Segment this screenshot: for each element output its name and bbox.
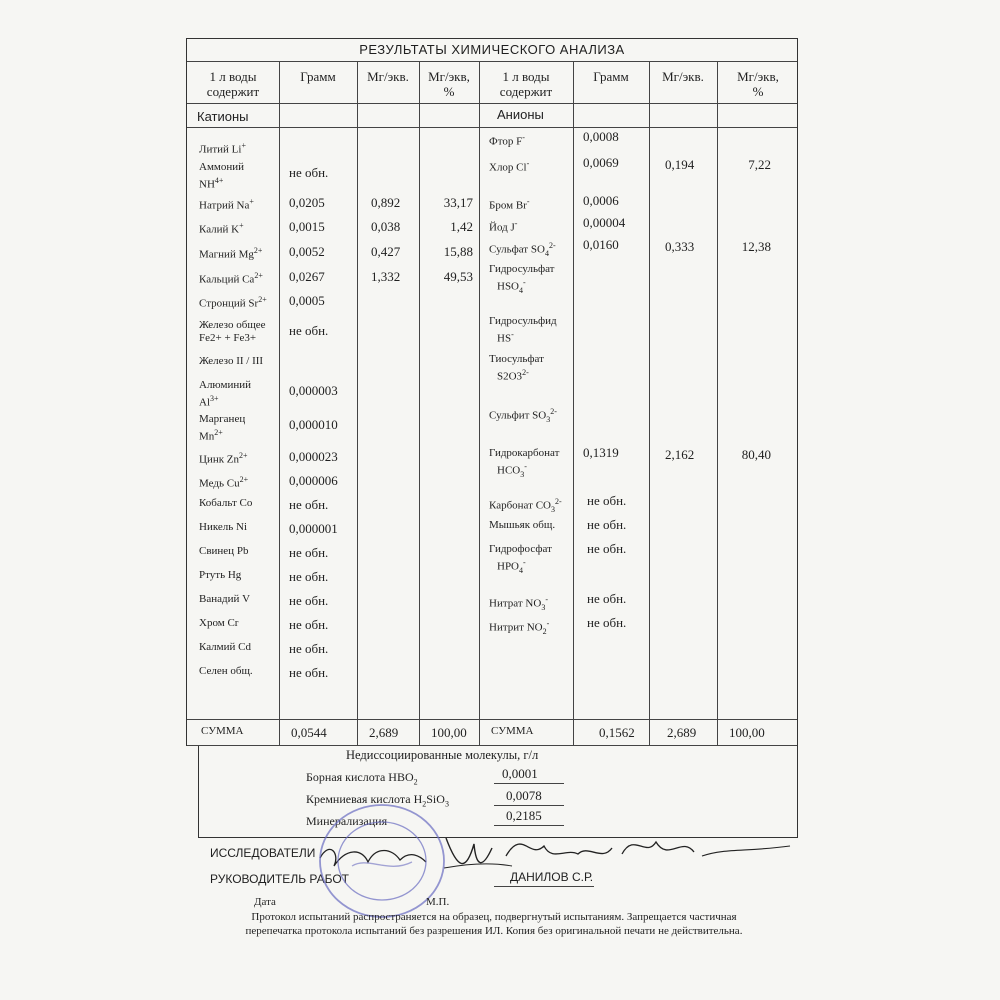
cation-pct: 15,88 (443, 244, 473, 259)
cation-gram: не обн. (289, 165, 329, 180)
sum-an-mgeq: 2,689 (667, 725, 697, 740)
cation-name: Кальций $Ca^{2+}$ (199, 271, 263, 286)
silicic-acid-label: Кремниевая кислота $H_2SiO_3$ (306, 792, 449, 809)
head-name: ДАНИЛОВ С.Р. (510, 870, 594, 884)
cation-gram: 0,0015 (289, 219, 325, 234)
header-mgeq-pct: Мг/экв, % (428, 69, 470, 99)
sum-an-pct: 100,00 (729, 725, 765, 740)
cation-pct: 33,17 (443, 195, 473, 210)
anion-name: Гидросульфид HS- (489, 315, 557, 345)
header-water-anions: 1 л воды содержит (499, 69, 553, 99)
vline (717, 61, 718, 745)
cation-name: Ртуть Hg (199, 569, 242, 581)
anion-name: Сульфит $SO_3^{2-}$ (489, 407, 557, 424)
cation-gram: 0,0052 (289, 244, 325, 259)
anion-mgeq: 2,162 (665, 447, 695, 462)
silicic-acid-value: 0,0078 (506, 788, 542, 803)
cation-name: Алюминий $Al^{3+}$ (199, 379, 252, 409)
sum-cat-pct: 100,00 (431, 725, 467, 740)
cation-gram: 0,0005 (289, 293, 325, 308)
boric-acid-label: Борная кислота $HBO_2$ (306, 770, 418, 787)
cation-name: Калмий Cd (199, 641, 251, 653)
cation-gram: 0,0205 (289, 195, 325, 210)
cation-gram: 0,000001 (289, 521, 338, 536)
table-title: РЕЗУЛЬТАТЫ ХИМИЧЕСКОГО АНАЛИЗА (359, 42, 625, 57)
sum-label-anions: СУММА (491, 725, 534, 737)
anion-gram: не обн. (587, 517, 627, 532)
sum-label-cations: СУММА (201, 725, 244, 737)
footer-note-line2: перепечатка протокола испытаний без разрешения ИЛ. Копия без оригинальной печати не действительна. (245, 925, 743, 937)
sum-cat-gram: 0,0544 (291, 725, 327, 740)
cation-name: Селен общ. (199, 665, 253, 677)
mineralization-value: 0,2185 (506, 808, 542, 823)
anion-name: Карбонат $CO_3^{2-}$ (489, 497, 562, 514)
cation-name: Цинк $Zn^{2+}$ (199, 451, 248, 466)
cation-name: Кобальт Co (199, 497, 253, 509)
anions-label: Анионы (497, 107, 544, 122)
anion-pct: 7,22 (748, 157, 771, 172)
cation-name: Магний $Mg^{2+}$ (199, 246, 263, 261)
vline (649, 61, 650, 745)
cation-gram: не обн. (289, 323, 329, 338)
anion-pct: 12,38 (741, 239, 771, 254)
vline (479, 61, 480, 745)
anion-name: Сульфат $SO_4^{2-}$ (489, 241, 556, 258)
anion-gram: 0,0008 (583, 129, 619, 144)
cation-gram: 0,0267 (289, 269, 325, 284)
boric-acid-value: 0,0001 (502, 766, 538, 781)
cation-name: Свинец Pb (199, 545, 249, 557)
anion-gram: 0,0160 (583, 237, 619, 252)
cation-name: Стронций $Sr^{2+}$ (199, 295, 267, 310)
cation-gram: не обн. (289, 593, 329, 608)
anion-name: Нитрит $NO_2^-$ (489, 619, 550, 636)
cation-name: Железо II / III (199, 355, 264, 367)
cation-mgeq: 0,892 (371, 195, 401, 210)
mineralization-label: Минерализация (306, 814, 388, 828)
cation-gram: не обн. (289, 641, 329, 656)
anion-name: Мышьяк общ. (489, 519, 556, 531)
analysis-table (186, 38, 798, 746)
cation-gram: 0,000006 (289, 473, 338, 488)
anion-name: Тиосульфат $S2O3^{2-}$ (489, 353, 544, 383)
cation-name: Хром Cr (199, 617, 239, 629)
header-gram: Грамм (300, 69, 336, 84)
anion-gram: 0,1319 (583, 445, 619, 460)
cation-gram: не обн. (289, 497, 329, 512)
anion-name: Хлор Cl- (489, 159, 530, 174)
stamp-place-label: М.П. (426, 896, 450, 908)
anion-name: Гидрокарбонат $HCO_3^-$ (489, 447, 560, 479)
anion-name: Гидрофосфат $HPO_4^-$ (489, 543, 552, 575)
header-mgeq-pct-anions: Мг/экв, % (737, 69, 779, 99)
sum-an-gram: 0,1562 (599, 725, 635, 740)
cation-name: Аммоний $NH^{4+}$ (199, 161, 245, 191)
head-label: РУКОВОДИТЕЛЬ РАБОТ (210, 872, 350, 886)
cation-gram: 0,000010 (289, 417, 338, 432)
anion-gram: не обн. (587, 591, 627, 606)
header-gram-anions: Грамм (593, 69, 629, 84)
header-mgeq-anions: Мг/экв. (662, 69, 704, 84)
cation-name: Натрий Na+ (199, 197, 254, 212)
date-label: Дата (254, 896, 276, 908)
cation-gram: не обн. (289, 665, 329, 680)
vline (279, 61, 280, 745)
anion-gram: 0,0069 (583, 155, 619, 170)
cation-gram: не обн. (289, 545, 329, 560)
anion-pct: 80,40 (741, 447, 771, 462)
cation-mgeq: 0,427 (371, 244, 401, 259)
cation-name: Литий Li+ (199, 141, 246, 156)
anion-gram: не обн. (587, 615, 627, 630)
cation-name: Калий K+ (199, 221, 244, 236)
footer-note-line1: Протокол испытаний распространяется на образец, подвергнутый испытаниям. Запрещается частичная (251, 911, 737, 923)
header-water: 1 л воды содержит (206, 69, 260, 99)
anion-name: Нитрат $NO_3^-$ (489, 595, 548, 612)
anion-gram: 0,0006 (583, 193, 619, 208)
anion-name: Бром Br- (489, 197, 530, 212)
cation-gram: не обн. (289, 617, 329, 632)
cation-name: Железо общее Fe2+ + Fe3+ (199, 319, 266, 344)
anion-gram: не обн. (587, 493, 627, 508)
undiss-title: Недиссоциированные молекулы, г/л (346, 748, 539, 762)
vline (573, 61, 574, 745)
researchers-label: ИССЛЕДОВАТЕЛИ (210, 846, 316, 860)
cation-pct: 1,42 (450, 219, 473, 234)
anion-name: Гидросульфат $HSO_4^-$ (489, 263, 555, 295)
cation-name: Никель Ni (199, 521, 248, 533)
anion-mgeq: 0,194 (665, 157, 695, 172)
cations-label: Катионы (197, 109, 249, 124)
cation-gram: 0,000003 (289, 383, 338, 398)
cation-pct: 49,53 (443, 269, 473, 284)
sum-cat-mgeq: 2,689 (369, 725, 399, 740)
anion-name: Фтор F- (489, 133, 525, 148)
cation-mgeq: 1,332 (371, 269, 401, 284)
cation-name: Марганец $Mn^{2+}$ (199, 413, 246, 443)
cation-name: Медь $Cu^{2+}$ (199, 475, 249, 490)
underline (494, 783, 564, 784)
cation-mgeq: 0,038 (371, 219, 401, 234)
cation-name: Ванадий V (199, 593, 251, 605)
anion-gram: не обн. (587, 541, 627, 556)
underline (494, 805, 564, 806)
anion-name: Йод J- (489, 219, 518, 234)
anion-mgeq: 0,333 (665, 239, 695, 254)
cation-gram: не обн. (289, 569, 329, 584)
vline (357, 61, 358, 745)
cation-gram: 0,000023 (289, 449, 338, 464)
header-mgeq: Мг/экв. (367, 69, 409, 84)
vline (419, 61, 420, 745)
anion-gram: 0,00004 (583, 215, 626, 230)
